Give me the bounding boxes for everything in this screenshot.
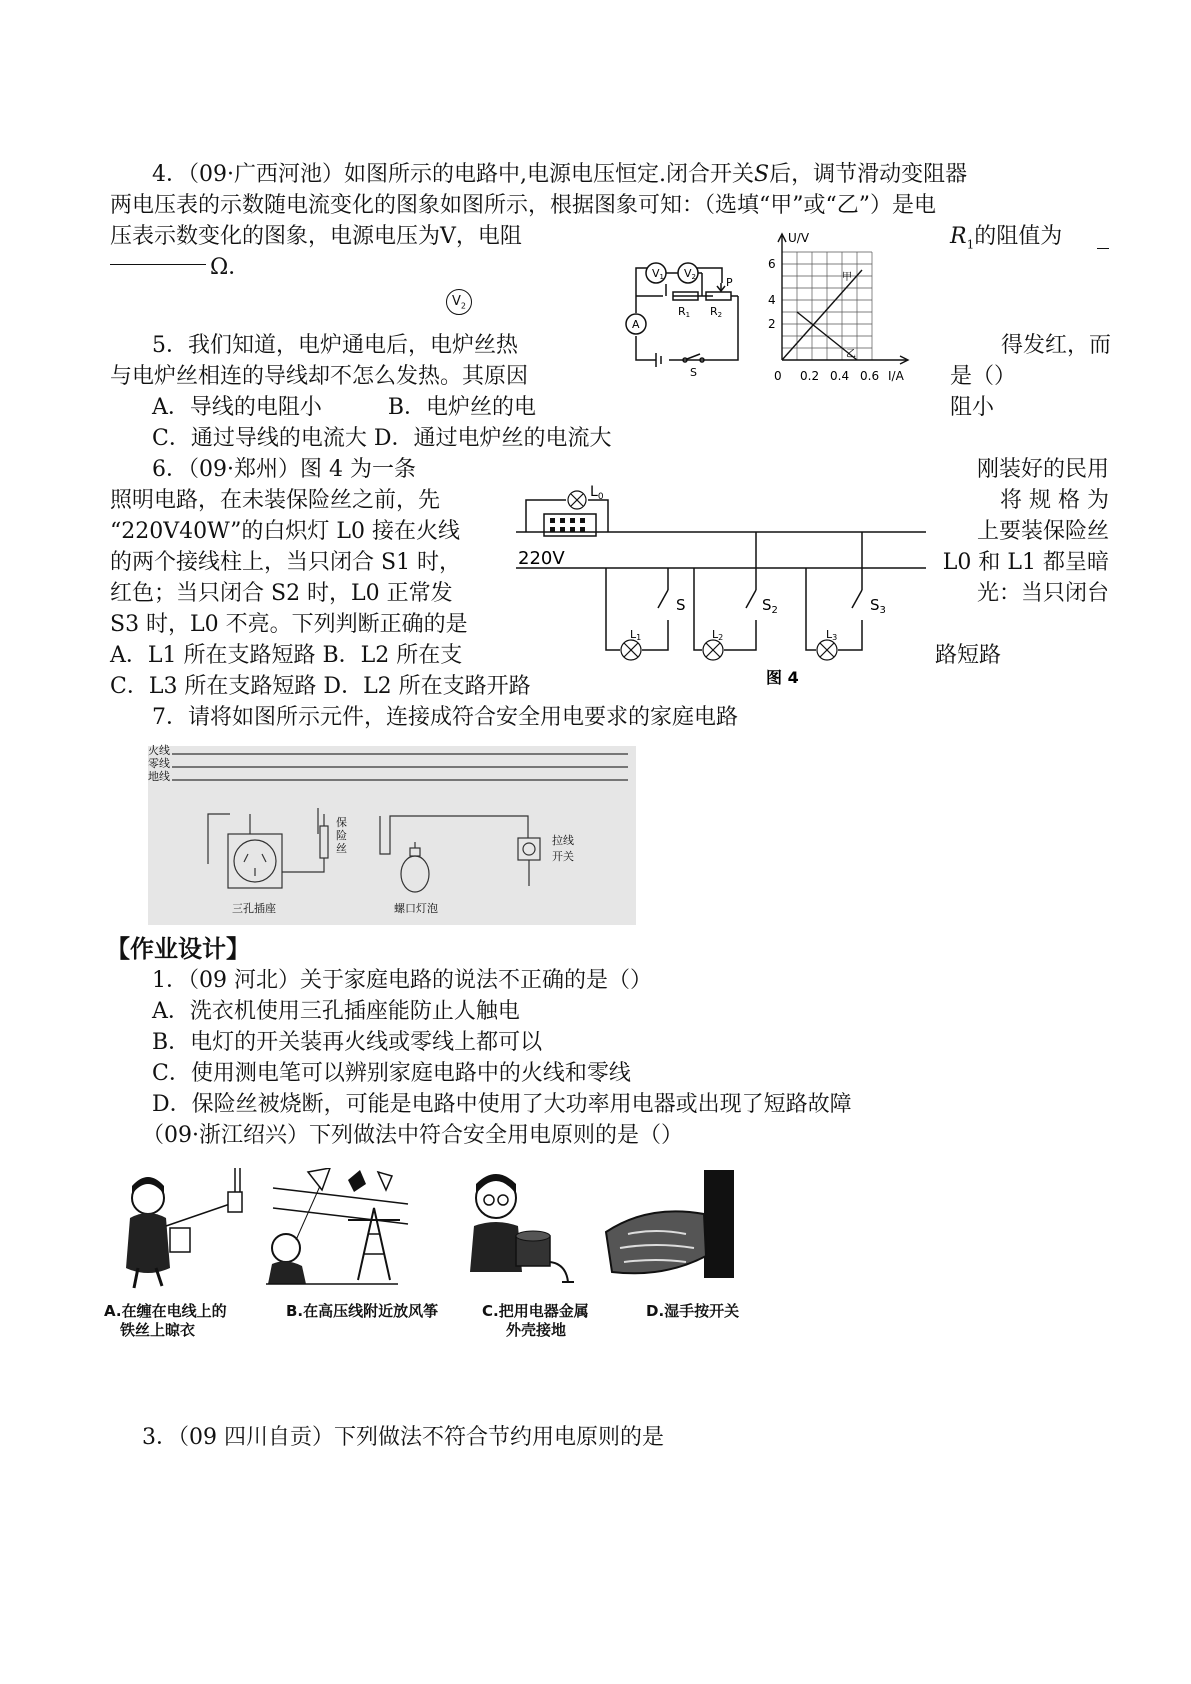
hw-q1-d: D．保险丝被烧断，可能是电路中使用了大功率用电器或出现了短路故障 [152,1092,852,1117]
bulb-label: 螺口灯泡 [394,902,438,915]
graph-xlabel: I/A [888,369,904,383]
q6-line2-right: 将 规 格 为 [1000,488,1109,513]
caption-d: D.湿手按开关 [646,1302,740,1320]
caption-a-line1: A.在缠在电线上的 [104,1302,227,1320]
caption-b: B.在高压线附近放风筝 [286,1302,439,1320]
circuit-diagram-1 [616,258,746,380]
xtick-0.6: 0.6 [860,369,880,383]
q5-options-ab-right: 阻小 [950,395,995,420]
socket-label: 三孔插座 [232,902,276,915]
q6-line4-right: L0 和 L1 都呈暗 [942,550,1109,575]
blank-line [110,264,206,265]
u-i-graph [762,230,922,408]
q6-line2-left: 照明电路，在未装保险丝之前，先 [110,488,441,513]
q6-line1-left: 6．（09·郑州）图 4 为一条 [152,457,416,482]
q7-text: 7．请将如图所示元件，连接成符合安全用电要求的家庭电路 [152,705,738,730]
s3-label: $S_3$ [870,596,886,616]
s2-label: $S_2$ [762,596,778,616]
graph-ylabel: U/V [788,231,810,245]
q4-line3: 压表示数变化的图象，电源电压为V，电阻 [110,224,522,249]
xtick-0.4: 0.4 [830,369,850,383]
ground-wire-label: 地线 [148,770,170,783]
q6-line4-left: 的两个接线柱上，当只闭合 S1 时， [110,550,462,575]
hw-q1: 1．（09 河北）关于家庭电路的说法不正确的是（） [152,968,652,993]
hw-q1-c: C．使用测电笔可以辨别家庭电路中的火线和零线 [152,1061,631,1086]
q6-line5-right: 光：当只闭台 [976,581,1109,606]
fuse-label-1: 保 [336,816,347,829]
xtick-0: 0 [774,369,782,383]
q5-line2-right: 是（） [950,364,1017,389]
l3-label: L3 [826,628,838,642]
hw-q3: 3．（09 四川自贡）下列做法不符合节约用电原则的是 [142,1425,664,1450]
q5-options-ab: A．导线的电阻小 B．电炉丝的电 [152,395,537,420]
v1-label: V1 [652,267,664,281]
v2-symbol: $V_2$ [446,289,472,315]
q6-line1-right: 刚装好的民用 [976,457,1109,482]
fuse-label-3: 丝 [336,842,347,855]
q6-options-cd: C．L3 所在支路短路 D．L2 所在支路开路 [110,674,531,699]
ytick-2: 2 [768,317,776,331]
label-yi: 乙 [846,349,856,360]
figure-4-circuit [516,480,926,690]
q4-line3-right: $R_1$的阻值为 [950,224,1063,252]
s1-label: S [676,596,686,614]
ytick-4: 4 [768,293,776,307]
q5-options-cd: C．通过导线的电流大 D．通过电炉丝的电流大 [152,426,612,451]
p-label: P [726,276,733,289]
q5-line1-left: 5．我们知道，电炉通电后，电炉丝热 [152,333,518,358]
xtick-0.2: 0.2 [800,369,820,383]
ammeter-label: A [632,318,640,331]
220v-label: 220V [518,548,565,569]
caption-a-line2: 铁丝上晾衣 [120,1321,196,1339]
picture-a [126,1168,242,1288]
q4-line4: Ω． [210,255,251,280]
v2-label: V2 [684,267,696,281]
ytick-6: 6 [768,257,776,271]
r1-label: R1 [678,305,691,319]
q6-line3-left: “220V40W”的白炽灯 L0 接在火线 [110,519,460,544]
safety-pictures [108,1168,758,1298]
wiring-figure [148,746,636,925]
pull-switch-label-1: 拉线 [552,834,574,847]
q5-line1-right: 得发红，而 [1000,333,1111,358]
l1-label: L1 [630,628,642,642]
switch-label: S [690,366,697,379]
l0-label: $L_0$ [590,484,604,502]
caption-c-line1: C.把用电器金属 [482,1302,589,1320]
q6-line3-right: 上要装保险丝 [976,519,1109,544]
picture-d [606,1170,734,1278]
l2-label: L2 [712,628,724,642]
r2-label: R2 [710,305,723,319]
label-jia: 甲 [842,272,852,283]
hw-q1-a: A．洗衣机使用三孔插座能防止人触电 [152,999,520,1024]
neutral-wire-label: 零线 [148,757,170,770]
blank-line-short [1097,248,1109,249]
homework-heading: 【作业设计】 [106,935,250,963]
q6-options-ab: A．L1 所在支路短路 B．L2 所在支 [110,643,463,668]
figure-4-caption: 图 4 [766,668,799,687]
q4-line1: 4．（09·广西河池）如图所示的电路中,电源电压恒定.闭合开关S后，调节滑动变阻器 [152,162,968,187]
q6-options-ab-right: 路短路 [935,643,1002,668]
hw-q1-b: B．电灯的开关装再火线或零线上都可以 [152,1030,543,1055]
q6-line6: S3 时，L0 不亮。下列判断正确的是 [110,612,468,637]
pull-switch-label-2: 开关 [552,850,574,863]
live-wire-label: 火线 [148,744,170,757]
fuse-label-2: 险 [336,829,347,842]
q5-line2-left: 与电炉丝相连的导线却不怎么发热。其原因 [110,364,529,389]
caption-c-line2: 外壳接地 [506,1321,567,1339]
q6-line5-left: 红色；当只闭合 S2 时，L0 正常发 [110,581,453,606]
picture-b [266,1168,408,1284]
hw-q2: （09·浙江绍兴）下列做法中符合安全用电原则的是（） [142,1123,683,1148]
picture-c [470,1174,574,1282]
q4-line2: 两电压表的示数随电流变化的图象如图所示，根据图象可知：（选填“甲”或“乙”）是电 [110,193,936,218]
